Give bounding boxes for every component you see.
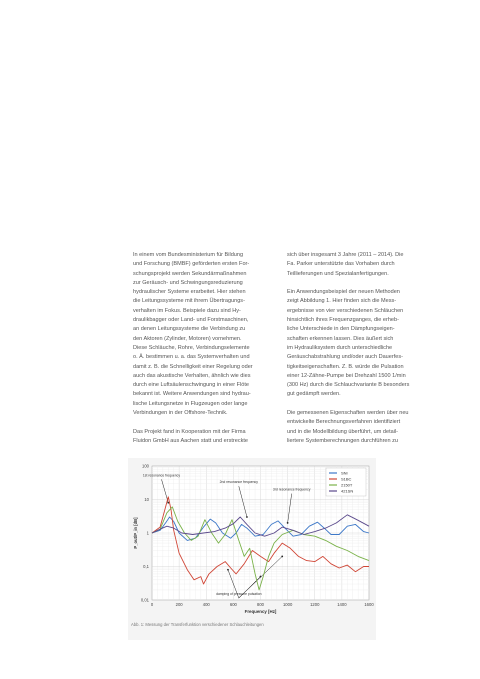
text-line: Fluidon GmbH aus Aachen statt und erstreckte <box>133 437 249 444</box>
text-line: Teillieferungen und Spezialanfertigungen. <box>287 270 389 277</box>
text-line: und in die Modellbildung überführt, um detail- <box>287 428 399 435</box>
text-line: liertere Systemberechnungen durchführen zu <box>287 437 399 444</box>
annotation-arrowhead <box>167 502 169 504</box>
text-line: o. Ä. bestimmen u. a. das Systemverhalten und <box>133 354 250 361</box>
x-tick-label: 1000 <box>282 602 293 607</box>
x-tick-label: 800 <box>257 602 264 607</box>
text-line: sich über insgesamt 3 Jahre (2011 – 2014). Die <box>287 252 404 258</box>
annotation-arrowhead <box>281 556 283 558</box>
text-line: Geräuschabstrahlung und/oder auch Dauerfes- <box>287 354 403 361</box>
x-axis-label: Frequency [Hz] <box>244 609 277 614</box>
x-tick-label: 1200 <box>310 602 320 607</box>
annotation-label: 3rd resonance frequency <box>272 487 311 492</box>
text-line: zeigt Abbildung 1. Hier finden sich die Mess- <box>287 298 397 305</box>
text-line: auch das akustische Verhalten, ähnlich wie dies <box>133 372 251 379</box>
annotation-arrowhead <box>227 569 229 571</box>
text-line: Das Projekt fand in Kooperation mit der Firma <box>133 428 246 435</box>
figure-transfer-function <box>128 458 376 640</box>
y-tick-label: 10 <box>144 497 149 502</box>
text-line: und Forschung (BMBF) geförderten ersten For- <box>133 261 250 268</box>
text-column-left <box>133 251 291 456</box>
text-line: hydraulischer Systeme erarbeitet. Hier stehen <box>133 289 246 296</box>
legend-label: S1BC <box>341 476 352 482</box>
text-line: an denen Leitungssysteme die Verbindung zu <box>133 326 246 333</box>
text-line: die Leitungssysteme mit ihrem Übertragungs- <box>133 298 245 305</box>
text-line: (300 Hz) durch die Schlauchvariante B besonders <box>287 382 410 389</box>
x-tick-label: 1600 <box>364 602 374 607</box>
annotation-arrowhead <box>246 516 248 518</box>
text-line: Ein Anwendungsbeispiel der neuen Methoden <box>287 289 400 296</box>
text-line: Verbindungen in der Offshore-Technik. <box>133 410 228 417</box>
text-line: Die gemessenen Eigenschaften werden über neu <box>287 410 409 417</box>
y-tick-label: 1 <box>146 530 149 536</box>
text-line: hinsichtlich ihres Frequenzganges, die erheb- <box>287 317 399 324</box>
x-tick-label: 200 <box>175 602 183 607</box>
paragraph <box>287 251 445 279</box>
text-line: einer 12-Zähne-Pumpe bei Drehzahl 1500 1/min <box>287 372 406 379</box>
text-line: den Aktoren (Zylinder, Motoren) vornehmen. <box>133 335 242 342</box>
annotation-arrowhead <box>287 522 289 524</box>
text-line: zur Geräusch- und Schwingungsreduzierung <box>133 279 243 286</box>
text-line: bekannt ist. Weitere Anwendungen sind hydrau- <box>133 391 251 398</box>
text-line: Fa. Parker unterstützte das Vorhaben durch <box>287 261 395 268</box>
text-line: liche Unterschiede in den Dämpfungseigen- <box>287 326 395 333</box>
text-line: draulikbagger oder Land- und Forstmaschinen, <box>133 317 249 324</box>
x-tick-label: 0 <box>150 602 154 607</box>
x-tick-label: 1400 <box>337 602 347 607</box>
text-line: Diese Schläuche, Rohre, Verbindungselemente <box>133 344 250 351</box>
y-tick-label: 0,1 <box>143 564 149 569</box>
transfer-function-chart <box>128 458 376 640</box>
legend-label: SNI <box>341 470 348 476</box>
legend-label: 421SN <box>341 488 354 494</box>
text-line: entwickelte Berechnungsverfahren identifiziert <box>287 419 401 426</box>
text-line: im Hydrauliksystem durch unterschiedliche <box>287 344 393 351</box>
text-line: tigkeitseigenschaften. Z. B. würde die Pulsation <box>287 363 404 370</box>
text-line: damit z. B. die Schnelligkeit einer Regelung oder <box>133 363 253 370</box>
text-line: schungsprojekt werden Sekundärmaßnahmen <box>133 270 247 277</box>
annotation-label: 1st resonance frequency <box>142 473 181 478</box>
x-tick-label: 400 <box>202 602 210 607</box>
y-tick-label: 0,01 <box>140 597 149 603</box>
y-tick-label: 100 <box>142 463 149 469</box>
text-line: schaften erkennen lassen. Dies äußert sich <box>287 335 394 342</box>
text-line: verhalten im Fokus. Beispiele dazu sind Hy- <box>133 307 241 314</box>
text-line: In einem vom Bundesministerium für Bildung <box>133 252 244 258</box>
annotation-label: 2nd resonance frequency <box>219 480 258 485</box>
figure-caption: Abb. 1: Messung der Transferfunktion verschiedener Schlauchleitungen <box>131 622 264 627</box>
paragraph <box>133 428 291 447</box>
y-axis-label: P_out/P_in [dB] <box>133 517 138 549</box>
text-line: gut gedämpft werden. <box>287 391 341 398</box>
legend-label: 2150T <box>341 482 353 488</box>
text-line: durch eine Luftsäulenschwingung in einer Flöte <box>133 382 249 389</box>
text-column-right <box>287 251 445 456</box>
text-line: ergebnisse von vier verschiedenen Schläuchen <box>287 307 404 314</box>
paragraph <box>287 409 445 446</box>
paragraph <box>287 288 445 400</box>
text-line: lische Leitungsnetze in Flugzeugen oder lange <box>133 400 248 407</box>
x-tick-label: 600 <box>229 602 237 607</box>
paragraph <box>133 251 291 418</box>
annotation-label: damping of pressure pulsation <box>216 592 262 596</box>
